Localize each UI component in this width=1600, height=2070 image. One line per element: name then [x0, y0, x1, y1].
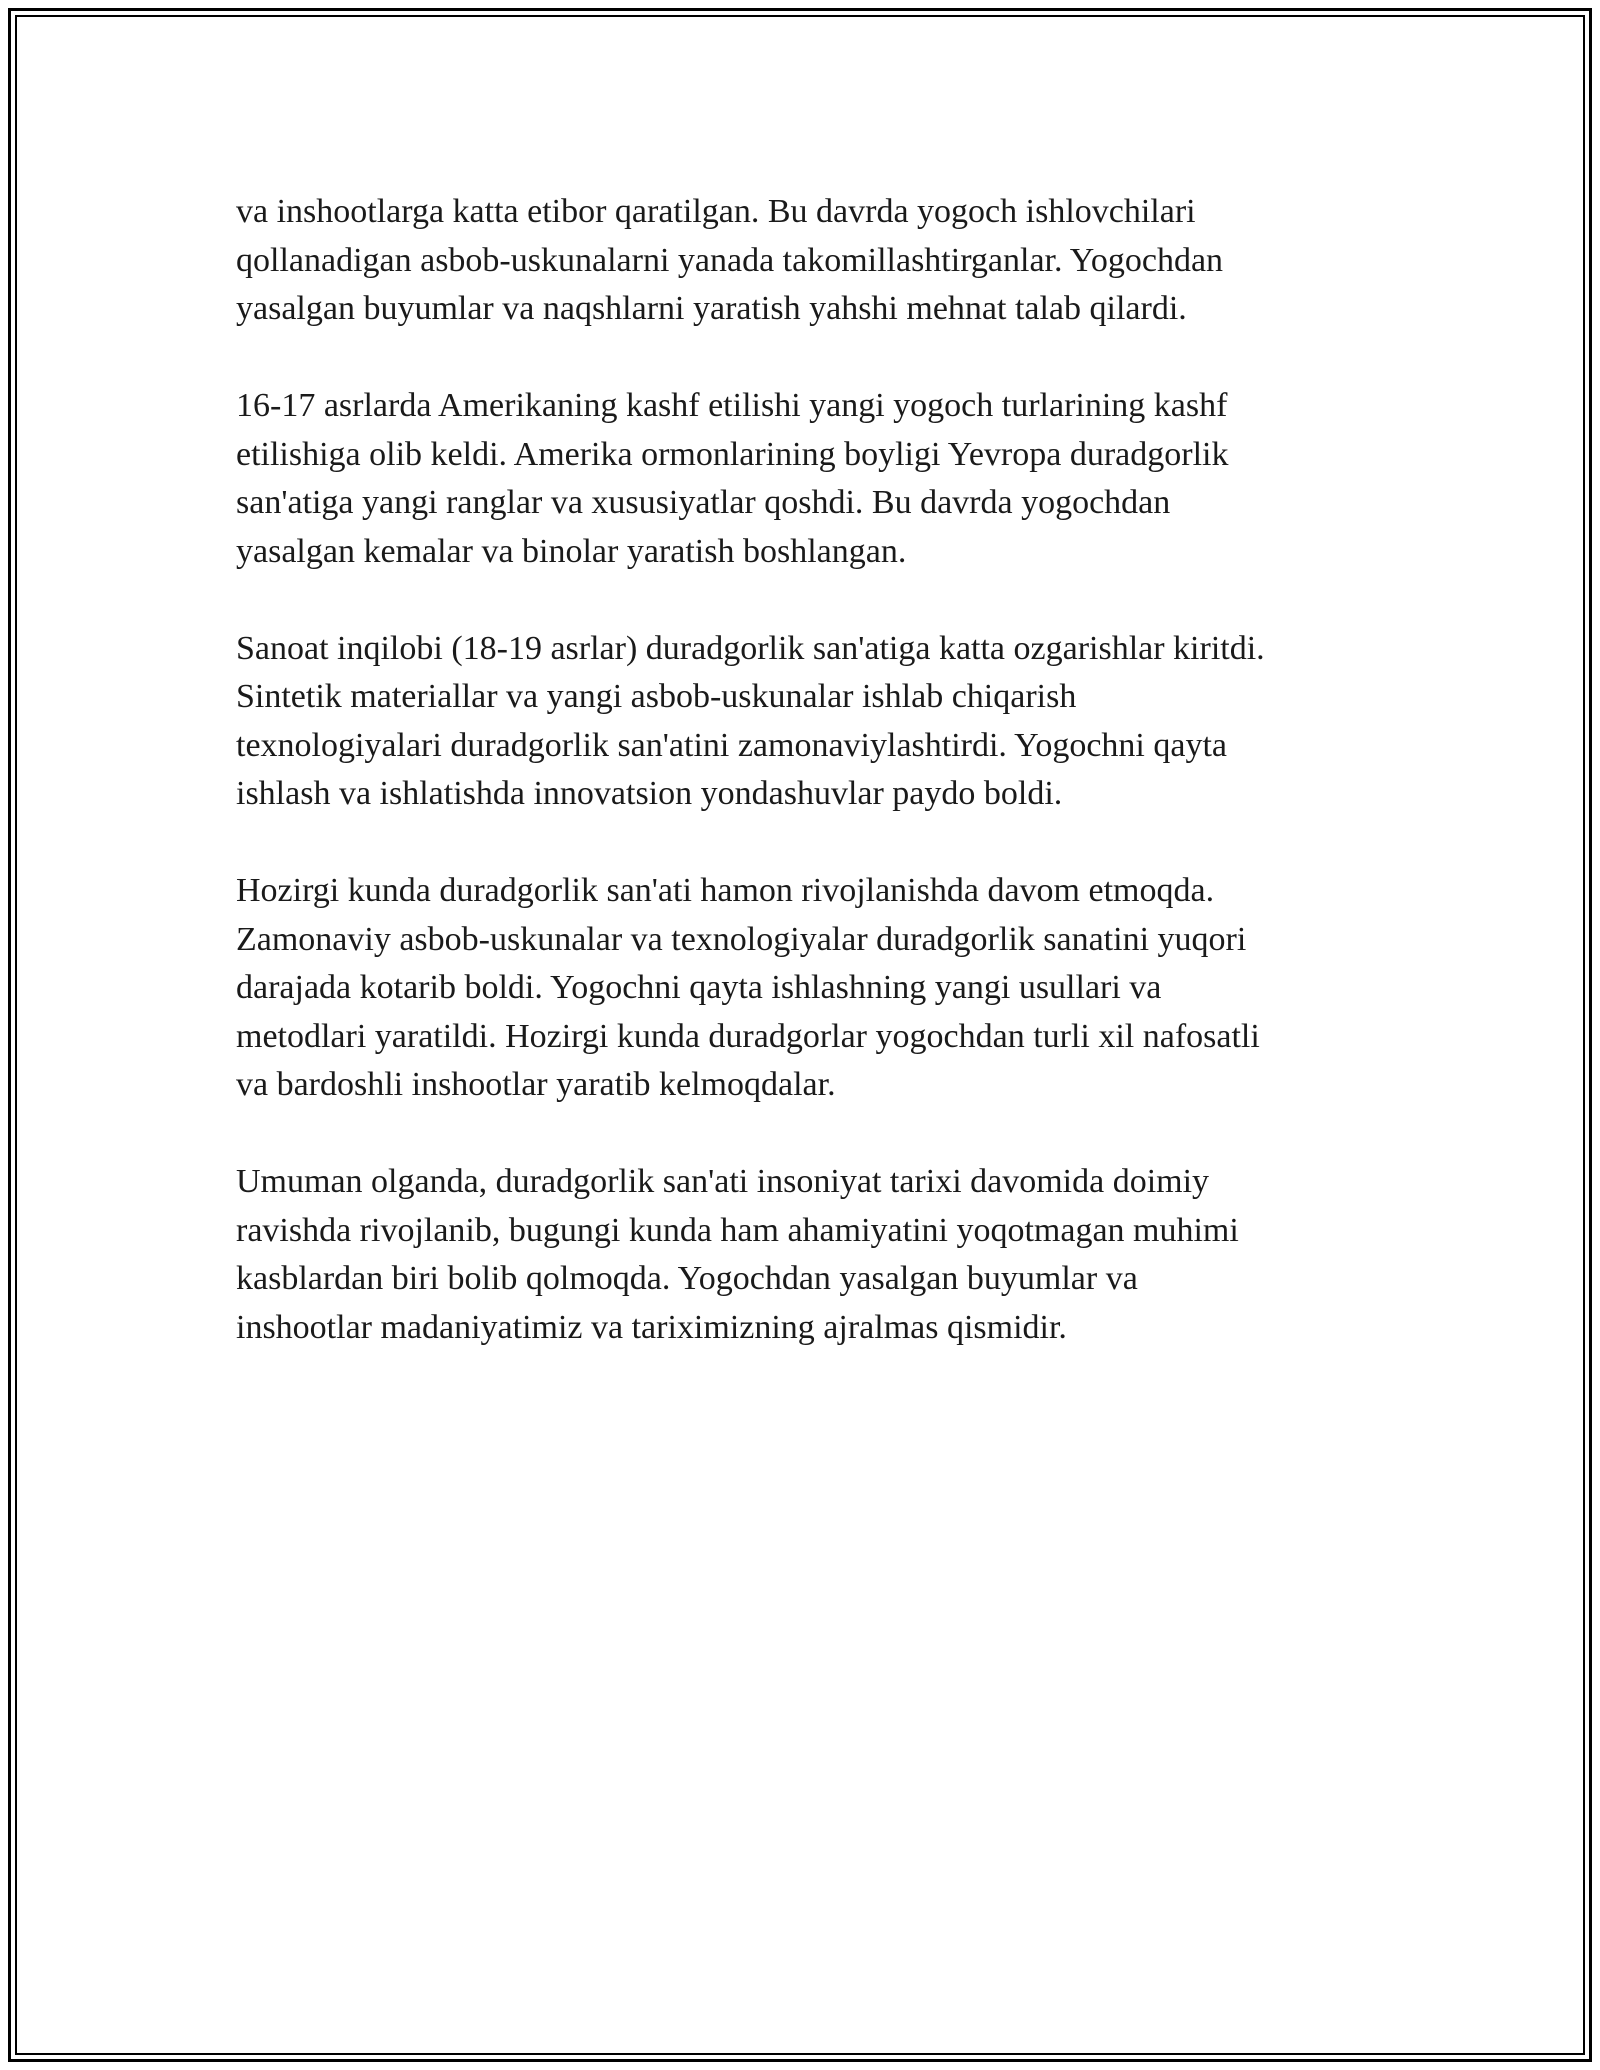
paragraph-conclusion: Umuman olganda, duradgorlik san'ati insoniyat tarixi davomida doimiy ravishda rivojlanib, bugungi kunda ham ahamiyatini yoqotmagan muhimi kasblardan biri bolib qolmoqda. Yogochdan yasalgan buyumlar va inshootlar madaniyatimiz va tariximizning ajralmas qismidir. [236, 1163, 1239, 1346]
paragraph-modern-day: Hozirgi kunda duradgorlik san'ati hamon rivojlanishda davom etmoqda. Zamonaviy asbob-uskunalar va texnologiyalar duradgorlik sanatini yuqori darajada kotarib boldi. Yogochni qayta ishlashning yangi usullari va metodlari yaratildi. Hozirgi kunda duradgorlar yogochdan turli xil nafosatli va bardoshli inshootlar yaratib kelmoqdalar. [236, 872, 1260, 1103]
document-body [236, 188, 1396, 1401]
paragraph-industrial-revolution: Sanoat inqilobi (18-19 asrlar) duradgorlik san'atiga katta ozgarishlar kiritdi. Sintetik materiallar va yangi asbob-uskunalar ishlab chiqarish texnologiyalari duradgorlik san'atini zamonaviylashtirdi. Yogochni qayta ishlash va ishlatishda innovatsion yondashuvlar paydo boldi. [236, 629, 1265, 812]
paragraph-woodworking-tools: va inshootlarga katta etibor qaratilgan. Bu davrda yogoch ishlovchilari qollanadigan asbob-uskunalarni yanada takomillashtirganlar. Yogochdan yasalgan buyumlar va naqshlarni yaratish yahshi mehnat talab qilardi. [236, 193, 1224, 327]
paragraph-america-discovery: 16-17 asrlarda Amerikaning kashf etilishi yangi yogoch turlarining kashf etilishiga olib keldi. Amerika ormonlarining boyligi Yevropa duradgorlik san'atiga yangi ranglar va xususiyatlar qoshdi. Bu davrda yogochdan yasalgan kemalar va binolar yaratish boshlangan. [236, 387, 1229, 570]
